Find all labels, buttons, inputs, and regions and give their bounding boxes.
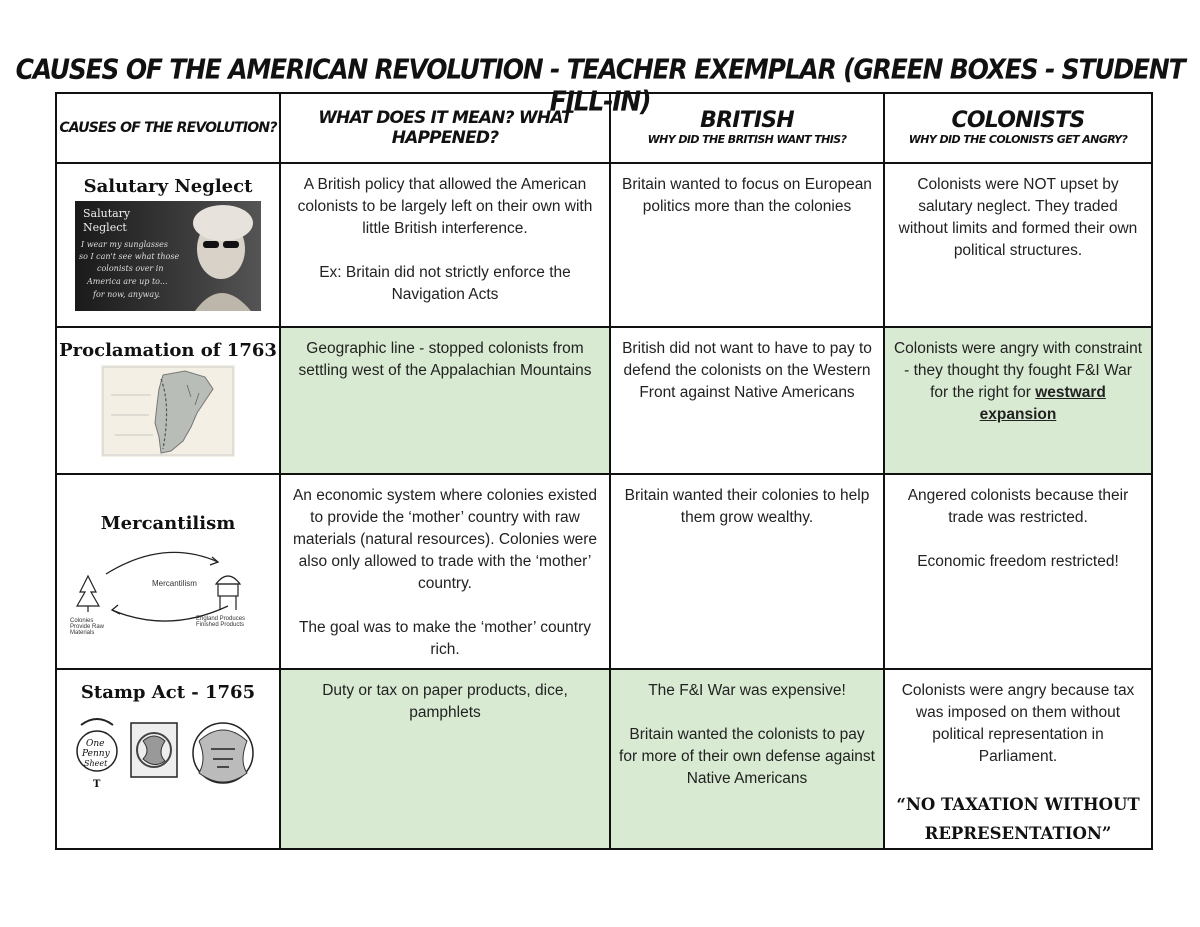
colonists-text: Economic freedom restricted! xyxy=(917,553,1119,570)
sn-text-4: so I can't see what those xyxy=(79,252,180,261)
header-british-sub: WHY DID THE BRITISH WANT THIS? xyxy=(647,133,847,146)
cause-name: Proclamation of 1763 xyxy=(59,340,277,361)
meaning-cell xyxy=(280,327,610,474)
meaning-cell xyxy=(280,163,610,327)
mercantilism-diagram xyxy=(68,540,268,636)
slogan: “NO TAXATION WITHOUT REPRESENTATION” xyxy=(896,795,1140,843)
meaning-text: Geographic line - stopped colonists from settling west of the Appalachian Mountains xyxy=(298,340,592,379)
header-meaning: WHAT DOES IT MEAN? WHAT HAPPENED? xyxy=(280,93,610,163)
cause-cell xyxy=(56,163,280,327)
header-causes: CAUSES OF THE REVOLUTION? xyxy=(56,93,280,163)
merc-left-label-3: Materials xyxy=(70,630,95,636)
sn-text-5: colonists over in xyxy=(97,264,164,273)
colonists-cell xyxy=(884,327,1152,474)
colonists-emphasis: westward expansion xyxy=(979,384,1106,423)
merc-left-label-1: Colonies xyxy=(70,618,94,624)
proclamation-map-image xyxy=(101,365,235,457)
stamp-text-1: One xyxy=(86,739,105,749)
british-cell xyxy=(610,669,884,849)
cause-cell xyxy=(56,669,280,849)
cause-name: Mercantilism xyxy=(100,513,236,534)
meaning-cell xyxy=(280,474,610,669)
meaning-cell xyxy=(280,669,610,849)
sn-text-7: for now, anyway. xyxy=(93,290,161,299)
meaning-text: A British policy that allowed the American colonists to be largely left on their own with little British interference. xyxy=(297,176,593,237)
table-row xyxy=(56,163,1152,327)
meaning-text: The goal was to make the ‘mother’ country rich. xyxy=(298,619,592,658)
colonists-text: Colonists were NOT upset by salutary neglect. They traded without limits and formed their own political structures. xyxy=(898,176,1138,259)
meaning-text: Duty or tax on paper products, dice, pamphlets xyxy=(322,682,568,721)
salutary-neglect-image xyxy=(75,201,261,311)
causes-table xyxy=(55,92,1153,850)
header-british-title: BRITISH xyxy=(700,108,794,133)
british-text: Britain wanted to focus on European politics more than the colonies xyxy=(622,176,872,215)
meaning-text: An economic system where colonies existed to provide the ‘mother’ country with raw materials (natural resources). Colonies were also only allowed to trade with the ‘mother’ country. xyxy=(292,487,598,592)
british-text: British did not want to have to pay to defend the colonists on the Western Front against Native Americans xyxy=(622,340,872,401)
header-british xyxy=(610,93,884,163)
merc-right-label-2: Finished Products xyxy=(196,622,245,628)
british-text: The F&I War was expensive! xyxy=(648,682,846,699)
colonists-text: Colonists were angry because tax was imposed on them without political representation in Parliament. xyxy=(901,682,1135,765)
header-colonists-sub: WHY DID THE COLONISTS GET ANGRY? xyxy=(908,133,1128,146)
colonists-text: Angered colonists because their trade was restricted. xyxy=(907,487,1129,526)
british-cell xyxy=(610,327,884,474)
cause-name: Stamp Act - 1765 xyxy=(80,682,256,703)
stamp-text-3: Sheet xyxy=(84,759,108,768)
sn-text-2: Neglect xyxy=(83,221,127,234)
stamp-act-images xyxy=(73,711,263,797)
british-cell xyxy=(610,474,884,669)
table-row xyxy=(56,474,1152,669)
colonists-cell xyxy=(884,669,1152,849)
merc-right-label-1: England Produces xyxy=(196,616,246,622)
british-text: Britain wanted the colonists to pay for more of their own defense against Native Americans xyxy=(619,726,875,787)
colonists-cell xyxy=(884,474,1152,669)
merc-left-label-2: Provide Raw xyxy=(70,624,105,630)
stamp-text-2: Penny xyxy=(82,749,110,759)
british-text: Britain wanted their colonies to help them grow wealthy. xyxy=(624,487,870,526)
meaning-text: Ex: Britain did not strictly enforce the Navigation Acts xyxy=(319,264,571,303)
table-row xyxy=(56,327,1152,474)
british-cell xyxy=(610,163,884,327)
header-row xyxy=(56,93,1152,163)
sn-text-3: I wear my sunglasses xyxy=(81,240,168,249)
sn-text-6: America are up to... xyxy=(87,277,168,286)
colonists-cell xyxy=(884,163,1152,327)
header-colonists-title: COLONISTS xyxy=(951,108,1085,133)
header-colonists xyxy=(884,93,1152,163)
sn-text-1: Salutary xyxy=(83,207,131,220)
cause-cell xyxy=(56,474,280,669)
page-title: CAUSES OF THE AMERICAN REVOLUTION - TEACHER EXEMPLAR (GREEN BOXES - STUDENT FILL-IN) xyxy=(15,53,1185,117)
merc-center-label: Mercantilism xyxy=(152,579,197,588)
cause-name: Salutary Neglect xyxy=(83,176,253,197)
stamp-text-4: T xyxy=(93,779,101,790)
table-row xyxy=(56,669,1152,849)
cause-cell xyxy=(56,327,280,474)
colonists-text: Colonists were angry with constraint - they thought thy fought F&I War for the right for xyxy=(893,340,1143,401)
